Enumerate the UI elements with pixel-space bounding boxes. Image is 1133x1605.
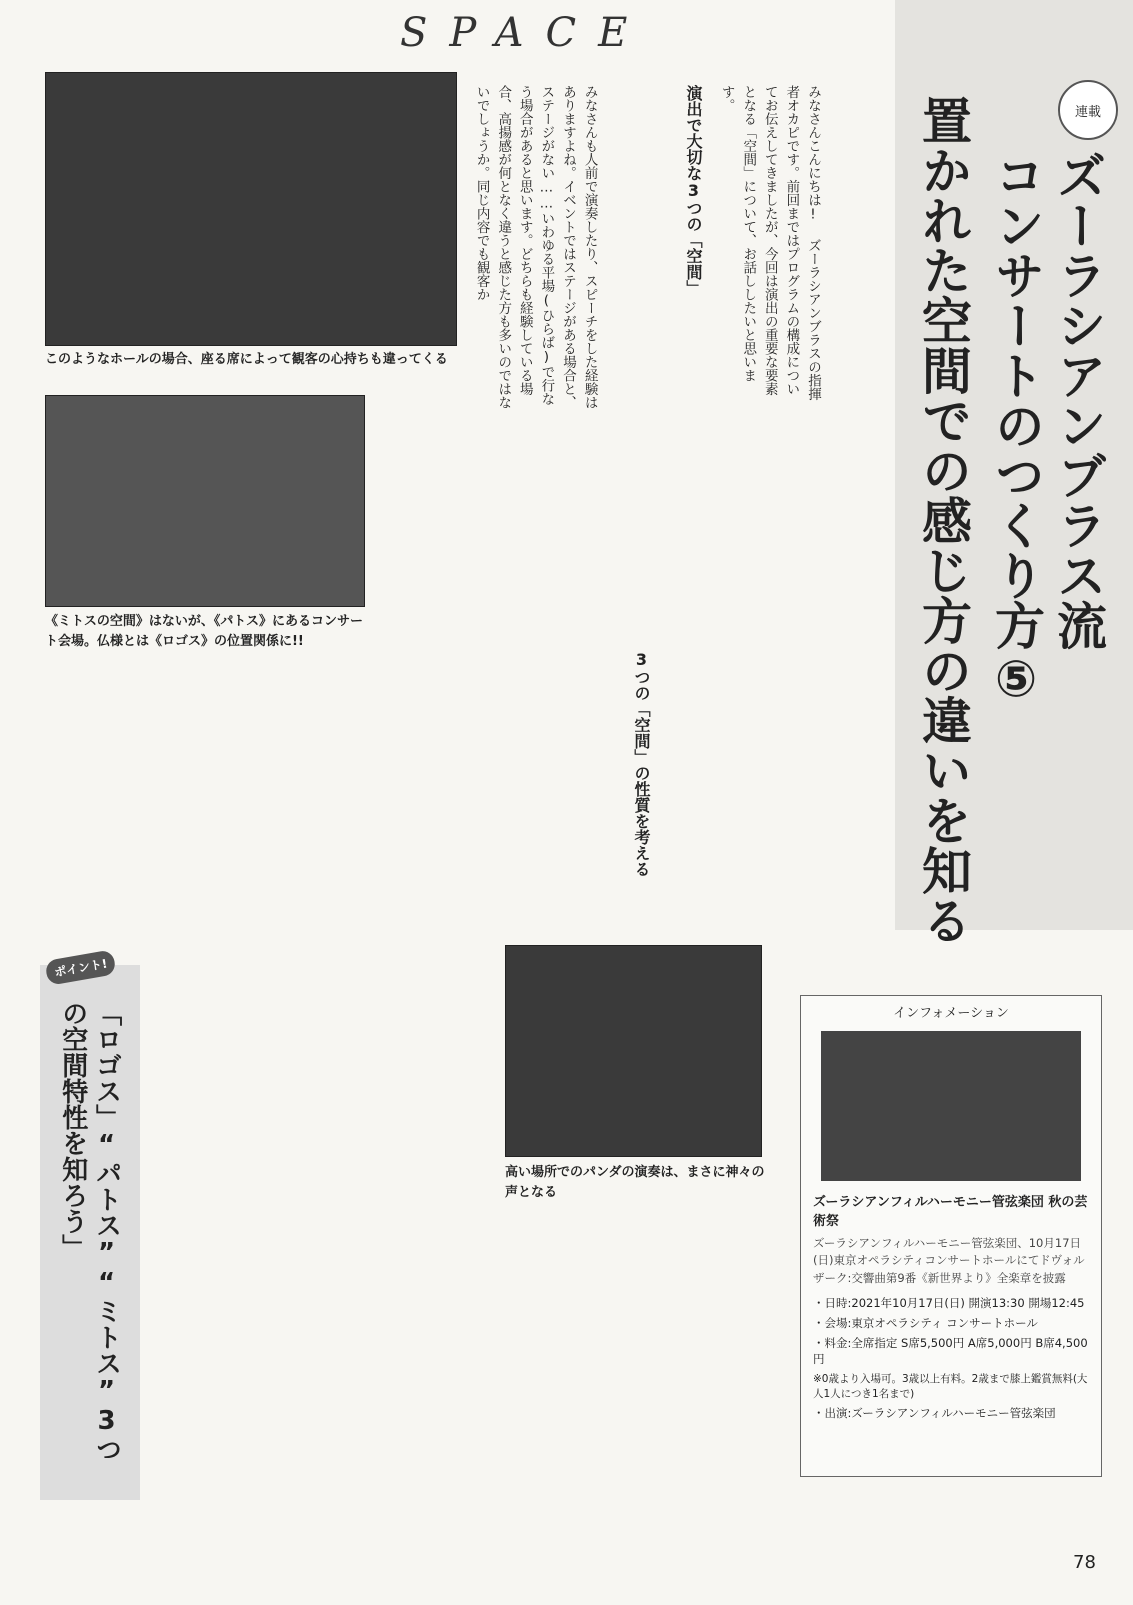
subhead-2: 3つの「空間」の性質を考える <box>632 650 651 877</box>
series-badge: 連載 <box>1058 80 1118 140</box>
panda-photo <box>505 945 762 1157</box>
point-badge: ポイント! <box>44 949 117 986</box>
panda-caption: 高い場所でのパンダの演奏は、まさに神々の声となる <box>505 1165 765 1200</box>
paragraph-1: みなさんも人前で演奏したり、スピーチをした経験はありますよね。イベントではステージがある場合と、ステージがない……いわゆる平場(ひらば)で行なう場合があると思います。どちらも経験している場合、高揚感が何となく違うと感じた方も多いのではないでしょうか。同じ内容でも観客か <box>473 85 598 409</box>
title-line3: 置かれた空間での感じ方の違いを知る <box>914 95 972 945</box>
title-line2: コンサートのつくり方⑤ <box>987 150 1045 708</box>
section-header: SPACE <box>400 10 650 56</box>
info-box <box>800 995 1102 1477</box>
page-number: 78 <box>1073 1552 1096 1573</box>
event-venue: ・会場:東京オペラシティ コンサートホール <box>813 1315 1038 1330</box>
intro-text: みなさんこんにちは! ズーラシアンブラスの指揮者オカピです。前回まではプログラムの構成についてお伝えしてきましたが、今回は演出の重要な要素となる「空間」について、お話ししたいと思います。 <box>718 85 821 401</box>
event-note: ※0歳より入場可。3歳以上有料。2歳まで膝上鑑賞無料(大人1人につき1名まで) <box>813 1372 1088 1400</box>
title-line1: ズーラシアンブラス流 <box>1049 150 1107 650</box>
info-photo <box>821 1031 1081 1181</box>
event-desc: ズーラシアンフィルハーモニー管弦楽団、10月17日(日)東京オペラシティコンサートホールにてドヴォルザーク:交響曲第9番《新世界より》全楽章を披露 <box>813 1236 1085 1285</box>
event-cast: ・出演:ズーラシアンフィルハーモニー管弦楽団 <box>813 1405 1056 1420</box>
temple-photo <box>45 395 365 607</box>
event-date: ・日時:2021年10月17日(日) 開演13:30 開場12:45 <box>813 1295 1085 1310</box>
event-title: ズーラシアンフィルハーモニー管弦楽団 秋の芸術祭 <box>813 1195 1088 1229</box>
temple-caption: 《ミトスの空間》はないが、《パトス》にあるコンサート会場。仏様とは《ロゴス》の位置関係に!! <box>45 614 363 649</box>
hall-caption: このようなホールの場合、座る席によって観客の心持ちも違ってくる <box>45 352 448 367</box>
event-price: ・料金:全席指定 S席5,500円 A席5,000円 B席4,500円 <box>813 1335 1088 1366</box>
subhead-1: 演出で大切な3つの「空間」 <box>684 85 703 296</box>
info-label: インフォメーション <box>893 1006 1009 1021</box>
point-text: 「ロゴス」“パトス”“ミトス”3つの空間特性を知ろう」 <box>57 1000 122 1462</box>
hall-photo <box>45 72 457 346</box>
